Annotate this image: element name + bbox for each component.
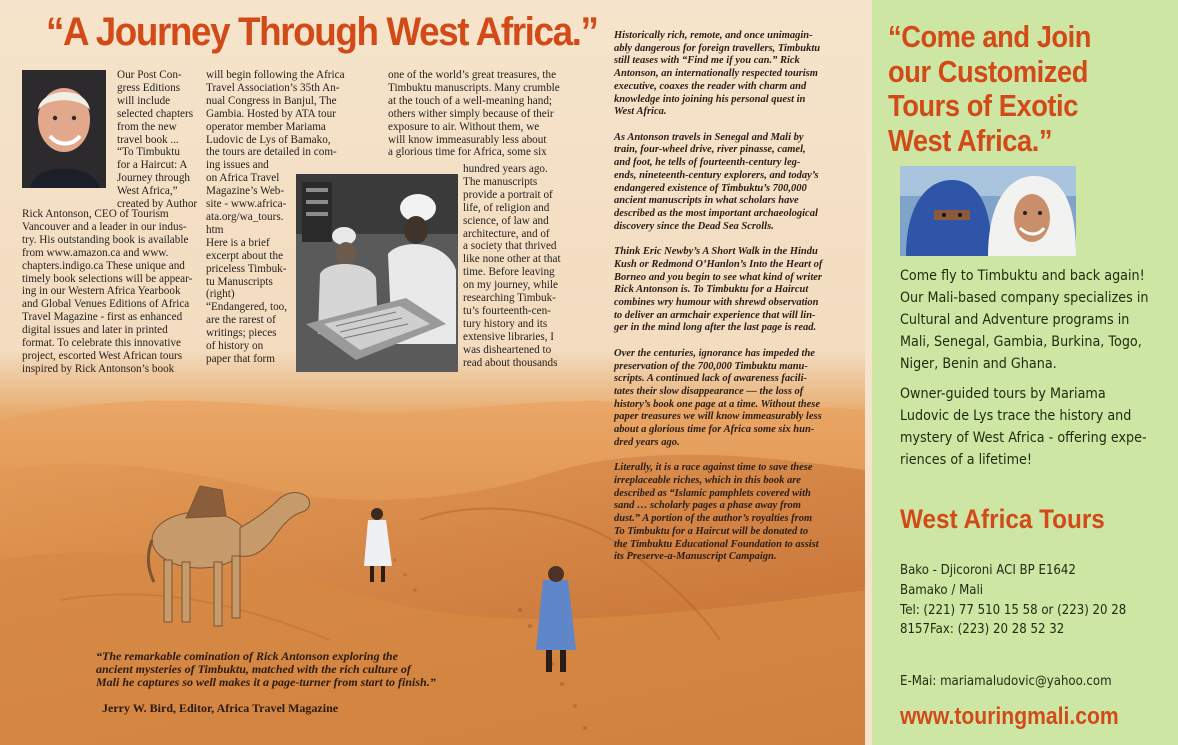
review-paragraph: Think Eric Newby’s A Short Walk in the Hindu Kush or Redmond O’Hanlon’s Into the Heart of Borneo and you begin to see what kind of writer Rick Antonson is. To Timbuktu for a Haircut combines wry humour with shrewd observation to deliver an armchair experience that will lin- ger in the mind long after the last page is read. <box>614 246 823 334</box>
review-paragraph: Historically rich, remote, and once unimagin- ably dangerous for foreign travellers, Timbuktu still teases with “Find me if you can.” Rick Antonson, an internationally respected tourism executive, coaxes the reader with charm and knowledge into joining his personal quest in West Africa. <box>614 30 821 118</box>
manuscript-scholars-photo <box>296 174 458 372</box>
article-column-2: will begin following the Africa Travel Association’s 35th An- nual Congress in Banjul, The Gambia. Hosted by ATA tour operator member Mariama Ludovic de Lys of Bamako, the tours are detailed in com- ing issues and on Africa Travel Magazine’s Web- site - www.africa- ata.org/wa_tours. htm Here is a brief excerpt about the priceless Timbuk- tu Manuscripts (right) “Endangered, too, are the rarest of writings; pieces of history on paper that form <box>206 69 345 365</box>
tour-ad-panel <box>872 0 1178 745</box>
ad-guided-tours-text: Owner-guided tours by Mariama Ludovic de Lys trace the history and mystery of West Africa - offering expe- riences of a lifetime! <box>900 386 1147 468</box>
ad-headline: “Come and Join our Customized Tours of Exotic West Africa.” <box>888 19 1092 158</box>
article-column-3-bottom: hundred years ago. The manuscripts provide a portrait of life, of religion and science, of law and architecture, and of a society that thrived like none other at that time. Before leaving on my journey, while researching Timbuk- tu’s fourteenth-cen- tury history and its extensive libraries, I was disheartened to read about thousands <box>463 163 561 369</box>
contact-address: Bako - Djicoroni ACI BP E1642 Bamako / Mali Tel: (221) 77 510 15 58 or (223) 20 28 8157Fax: (223) 20 28 52 32 <box>900 563 1127 638</box>
ad-intro-text: Come fly to Timbuktu and back again! Our Mali-based company specializes in Cultural and Adventure programs in Mali, Senegal, Gambia, Burkina, Togo, Niger, Benin and Ghana. <box>900 268 1149 372</box>
review-paragraph: As Antonson travels in Senegal and Mali by train, four-wheel drive, river pinasse, camel, and foot, he tells of fourteenth-century leg- ends, nineteenth-century explorers, and today’s endangered existence of Timbuktu’s 700,000 ancient manuscripts in what scholars have described as the most important archaeological discovery since the Dead Sea Scrolls. <box>614 131 819 232</box>
article-column-1-top: Our Post Con- gress Editions will include selected chapters from the new travel book ... “To Timbuktu for a Haircut: A Journey through West Africa,” created by Author <box>117 69 198 211</box>
pull-quote: “The remarkable comination of Rick Antonson exploring the ancient mysteries of Timbuktu, matched with the rich culture of Mali he captures so well makes it a page-turner from start to finish.” <box>96 649 436 689</box>
review-paragraph: Literally, it is a race against time to save these irreplaceable riches, which in this book are described as “Islamic pamphlets covered with sand … scholarly pages a phase away from dust.” A portion of the author’s royalties from To Timbuktu for a Haircut will be donated to the Timbuktu Educational Foundation to assist its Preserve-a-Manuscript Campaign. <box>614 462 819 563</box>
headline: “A Journey Through West Africa.” <box>46 10 598 54</box>
pull-quote-attribution: Jerry W. Bird, Editor, Africa Travel Magazine <box>102 701 339 715</box>
website-url: www.touringmali.com <box>900 703 1119 730</box>
company-name: West Africa Tours <box>900 504 1105 534</box>
author-portrait <box>22 70 106 188</box>
review-paragraph: Over the centuries, ignorance has impeded the preservation of the 700,000 Timbuktu manu- scripts. A continued lack of awareness facili- tates their slow disappearance — the loss of history’s book one page at a time. Without these paper treasures we will know immeasurably less about a glorious time for Africa some six hun- dred years ago. <box>614 347 822 448</box>
contact-email: E-Mai: mariamaludovic@yahoo.com <box>900 674 1112 689</box>
tuareg-guides-photo <box>900 166 1076 256</box>
article-column-3-top: one of the world’s great treasures, the Timbuktu manuscripts. Many crumble at the touch of a well-meaning hand; others wither simply because of their exposure to air. Without them, we will know immeasurably less about a glorious time for Africa, some six <box>388 69 560 159</box>
book-review-column <box>614 30 860 577</box>
article-column-1-bottom: Rick Antonson, CEO of Tourism Vancouver and a leader in our indus- try. His outstanding book is available from www.amazon.ca and www. chapters.indigo.ca These unique and timely book selections will be appear- ing in our Western Africa Yearbook and Global Venues Editions of Africa Travel Magazine - first as enhanced digital issues and later in printed format. To celebrate this innovative project, escorted West African tours inspired by Rick Antonson’s book <box>22 208 193 375</box>
